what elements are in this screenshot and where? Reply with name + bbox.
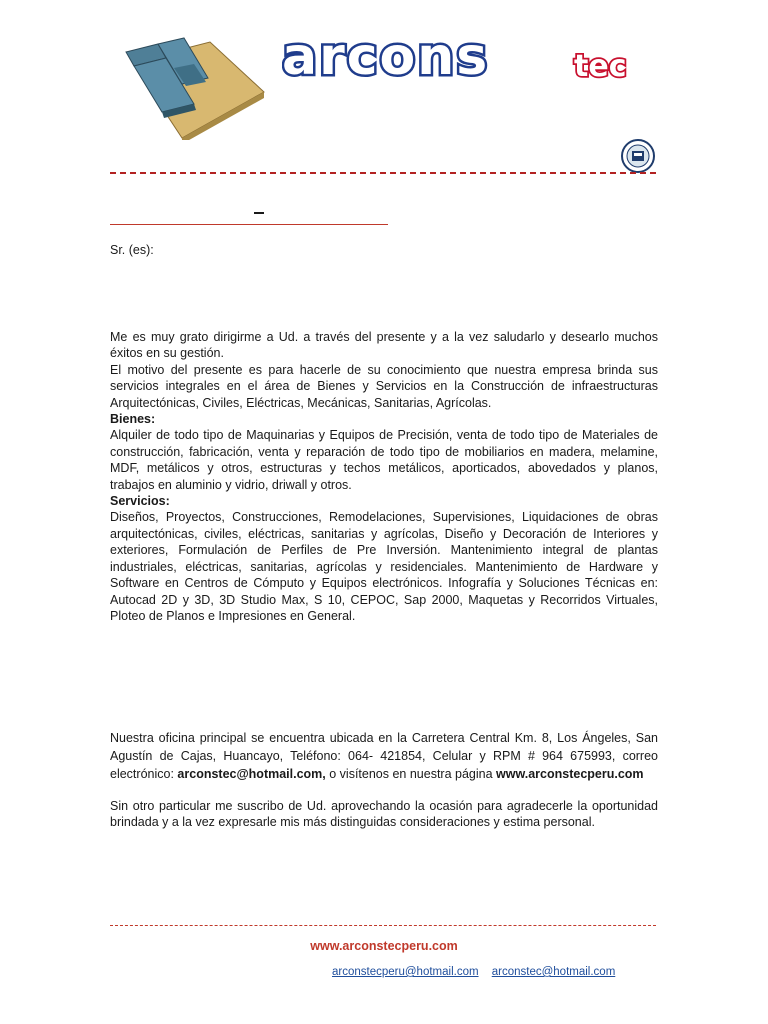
letter-body <box>110 329 658 624</box>
footer-divider <box>110 925 656 926</box>
servicios-paragraph: Diseños, Proyectos, Construcciones, Remodelaciones, Supervisiones, Liquidaciones de obras arquitectónicas, civiles, eléctricas, sanitarias y agrícolas, Diseño y Decoración de Interiores y exteriores, Formulación de Perfiles de Pre Inversión. Mantenimiento integral de plantas industriales, eléctricas, sanitarias, agrícolas y residenciales. Mantenimiento de Hardware y Software en Centros de Cómputo y Equipos electrónicos. Infografía y Soluciones Técnicas en: Autocad 2D y 3D, 3D Studio Max, S 10, CEPOC, Sap 2000, Maquetas y Recorridos Virtuales, Ploteo de Planos e Impresiones en General. <box>110 510 658 623</box>
footer-email-link-2[interactable]: arconstec@hotmail.com <box>491 966 616 978</box>
office-paragraph <box>110 729 658 783</box>
salutation: Sr. (es): <box>110 243 154 257</box>
brand-logo <box>282 26 662 86</box>
bienes-heading: Bienes: <box>110 412 156 427</box>
bienes-paragraph: Alquiler de todo tipo de Maquinarias y Equipos de Precisión, venta de todo tipo de Materiales de construcción, fabricación, venta y reparación de todo tipo de mobiliarios en madera, melamine, MDF, metálicos y otros, estructuras y techos metálicos, aporticados, abovedados y planos, trabajos en aluminio y vidrio, driwall y otros. <box>110 428 658 492</box>
intro-paragraph: Me es muy grato dirigirme a Ud. a través del presente y a la vez saludarlo y desearlo muchos éxitos en su gestión. <box>110 330 658 361</box>
brand-main-text: arcons <box>282 27 490 86</box>
motive-paragraph: El motivo del presente es para hacerle de su conocimiento que nuestra empresa brinda sus servicios integrales en el área de Bienes y Servicios en la Construcción de infraestructuras Arquitectónicas, Civiles, Eléctricas, Mecánicas, Sanitarias, Agrícolas. <box>110 362 658 410</box>
company-3d-logo <box>118 34 266 140</box>
recipient-dash <box>254 212 264 214</box>
servicios-heading: Servicios: <box>110 494 170 509</box>
footer-email-link-1[interactable]: arconstecperu@hotmail.com <box>332 966 479 978</box>
brand-suffix-text: tec <box>574 49 627 84</box>
institution-seal-icon <box>620 138 656 174</box>
footer-emails <box>332 966 625 978</box>
office-email: arconstec@hotmail.com, <box>177 767 326 781</box>
closing-paragraph: Sin otro particular me suscribo de Ud. aprovechando la ocasión para agradecerle la oportunidad brindada y a la vez expresarle mis más distinguidas consideraciones y estima personal. <box>110 799 658 830</box>
header-divider <box>110 172 656 174</box>
office-visit-text: o visítenos en nuestra página <box>329 767 493 781</box>
recipient-name-line <box>110 224 388 225</box>
footer-website[interactable]: www.arconstecperu.com <box>310 939 458 953</box>
office-website: www.arconstecperu.com <box>496 767 644 781</box>
office-text: Nuestra oficina principal se encuentra ubicada en la Carretera Central Km. 8, Los Ángeles, San Agustín de Cajas, Huancayo, Teléfono: 064- 421854, Celular y RPM # 964 675993, correo electrónico: <box>110 731 658 781</box>
